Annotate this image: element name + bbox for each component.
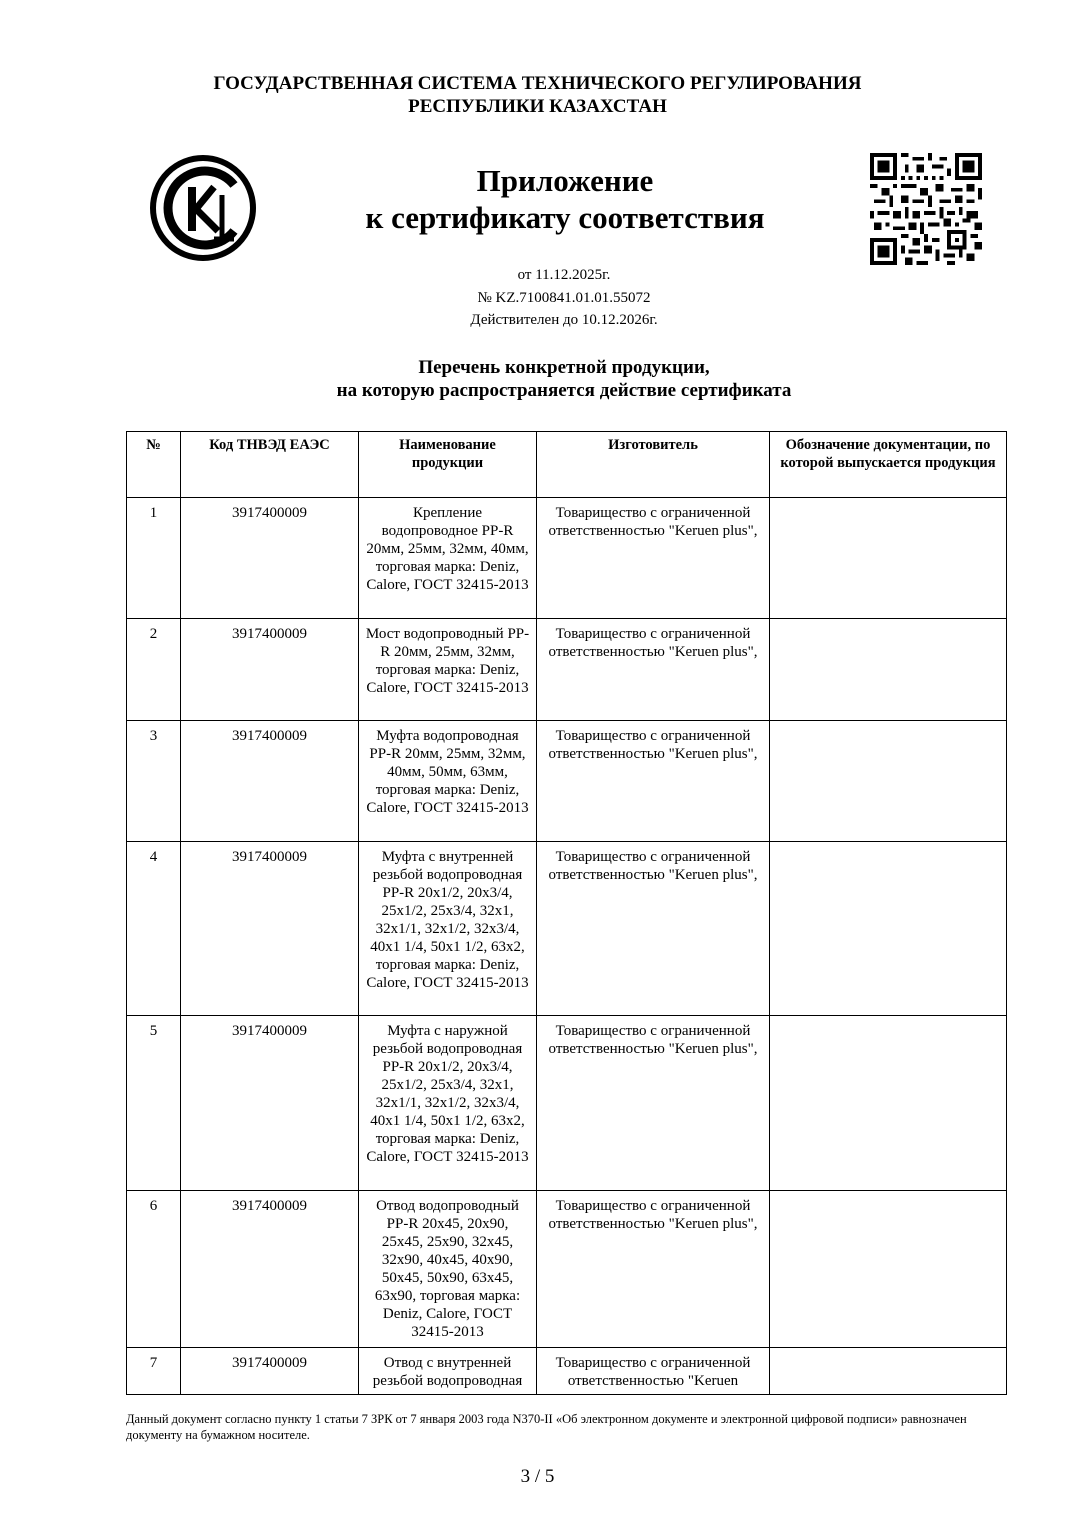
cell-tnved-code: 3917400009 [181, 1348, 359, 1395]
cell-documentation [770, 842, 1007, 1016]
certificate-meta [0, 264, 1075, 332]
document-title [300, 162, 830, 236]
cell-product-name: Отвод водопроводный PP-R 20х45, 20х90, 25х45, 25х90, 32х45, 32х90, 40х45, 40х90, 50х45, 50х90, 63х45, 63х90, торговая марка: Deniz, Calore, ГОСТ 32415-2013 [359, 1191, 537, 1348]
cell-tnved-code: 3917400009 [181, 1191, 359, 1348]
document-title-line2: к сертификату соответствия [365, 200, 765, 235]
cell-tnved-code: 3917400009 [181, 721, 359, 842]
cell-number: 3 [127, 721, 181, 842]
cell-manufacturer: Товарищество с ограниченной ответственностью "Keruen plus", [537, 721, 770, 842]
products-table [126, 431, 1007, 1395]
cell-number: 4 [127, 842, 181, 1016]
cell-manufacturer: Товарищество с ограниченной ответственностью "Keruen plus", [537, 1016, 770, 1191]
cell-product-name: Крепление водопроводное PP-R 20мм, 25мм, 32мм, 40мм, торговая марка: Deniz, Calore, ГОСТ 32415-2013 [359, 498, 537, 619]
cell-documentation [770, 1016, 1007, 1191]
cell-manufacturer: Товарищество с ограниченной ответственностью "Keruen plus", [537, 498, 770, 619]
product-list-title-line1: Перечень конкретной продукции, [418, 357, 710, 378]
cell-manufacturer: Товарищество с ограниченной ответственностью "Keruen [537, 1348, 770, 1395]
legal-footnote: Данный документ согласно пункту 1 статьи 7 ЗРК от 7 января 2003 года N370-II «Об электронном документе и электронной цифровой подписи» равнозначен документу на бумажном носителе. [126, 1412, 967, 1442]
cell-documentation [770, 1348, 1007, 1395]
cell-tnved-code: 3917400009 [181, 619, 359, 721]
cell-documentation [770, 619, 1007, 721]
table-row [127, 1191, 1007, 1348]
col-header-tnved-code: Код ТНВЭД ЕАЭС [181, 432, 359, 498]
cell-manufacturer: Товарищество с ограниченной ответственностью "Keruen plus", [537, 1191, 770, 1348]
table-header-row [127, 432, 1007, 498]
table-row [127, 1016, 1007, 1191]
cell-product-name: Отвод с внутренней резьбой водопроводная [359, 1348, 537, 1395]
cell-tnved-code: 3917400009 [181, 1016, 359, 1191]
table-row [127, 619, 1007, 721]
table-row [127, 842, 1007, 1016]
cell-number: 6 [127, 1191, 181, 1348]
system-header-line1: ГОСУДАРСТВЕННАЯ СИСТЕМА ТЕХНИЧЕСКОГО РЕГУЛИРОВАНИЯ [213, 73, 862, 94]
cell-manufacturer: Товарищество с ограниченной ответственностью "Keruen plus", [537, 842, 770, 1016]
page-number: 3 / 5 [520, 1466, 555, 1487]
col-header-number: № [127, 432, 181, 498]
kz-conformity-mark-icon [148, 153, 258, 263]
table-row [127, 1348, 1007, 1395]
cell-documentation [770, 498, 1007, 619]
certificate-validity: Действителен до 10.12.2026г. [470, 312, 658, 328]
cell-product-name: Мост водопроводный PP-R 20мм, 25мм, 32мм, торговая марка: Deniz, Calore, ГОСТ 32415-2013 [359, 619, 537, 721]
cell-product-name: Муфта с внутренней резьбой водопроводная PP-R 20х1/2, 20х3/4, 25х1/2, 25х3/4, 32х1, 32х1/1, 32х1/2, 32х3/4, 40х1 1/4, 50х1 1/2, 63х2, торговая марка: Deniz, Calore, ГОСТ 32415-2013 [359, 842, 537, 1016]
col-header-product-name: Наименование продукции [359, 432, 537, 498]
product-list-title-line2: на которую распространяется действие сертификата [336, 380, 792, 401]
cell-number: 2 [127, 619, 181, 721]
col-header-manufacturer: Изготовитель [537, 432, 770, 498]
qr-code-icon [870, 153, 982, 265]
cell-tnved-code: 3917400009 [181, 498, 359, 619]
system-header-line2: РЕСПУБЛИКИ КАЗАХСТАН [408, 96, 667, 117]
product-list-title [0, 356, 1075, 402]
cell-number: 5 [127, 1016, 181, 1191]
system-header [0, 72, 1075, 118]
cell-product-name: Муфта с наружной резьбой водопроводная PP-R 20х1/2, 20х3/4, 25х1/2, 25х3/4, 32х1, 32х1/1, 32х1/2, 32х3/4, 40х1 1/4, 50х1 1/2, 63х2, торговая марка: Deniz, Calore, ГОСТ 32415-2013 [359, 1016, 537, 1191]
cell-tnved-code: 3917400009 [181, 842, 359, 1016]
cell-documentation [770, 1191, 1007, 1348]
document-title-line1: Приложение [476, 163, 654, 198]
cell-number: 7 [127, 1348, 181, 1395]
cell-product-name: Муфта водопроводная PP-R 20мм, 25мм, 32мм, 40мм, 50мм, 63мм, торговая марка: Deniz, Calore, ГОСТ 32415-2013 [359, 721, 537, 842]
certificate-date: от 11.12.2025г. [517, 267, 611, 283]
col-header-documentation: Обозначение документации, по которой выпускается продукция [770, 432, 1007, 498]
table-row [127, 721, 1007, 842]
cell-documentation [770, 721, 1007, 842]
cell-number: 1 [127, 498, 181, 619]
table-row [127, 498, 1007, 619]
cell-manufacturer: Товарищество с ограниченной ответственностью "Keruen plus", [537, 619, 770, 721]
certificate-number: № KZ.7100841.01.01.55072 [477, 289, 651, 306]
